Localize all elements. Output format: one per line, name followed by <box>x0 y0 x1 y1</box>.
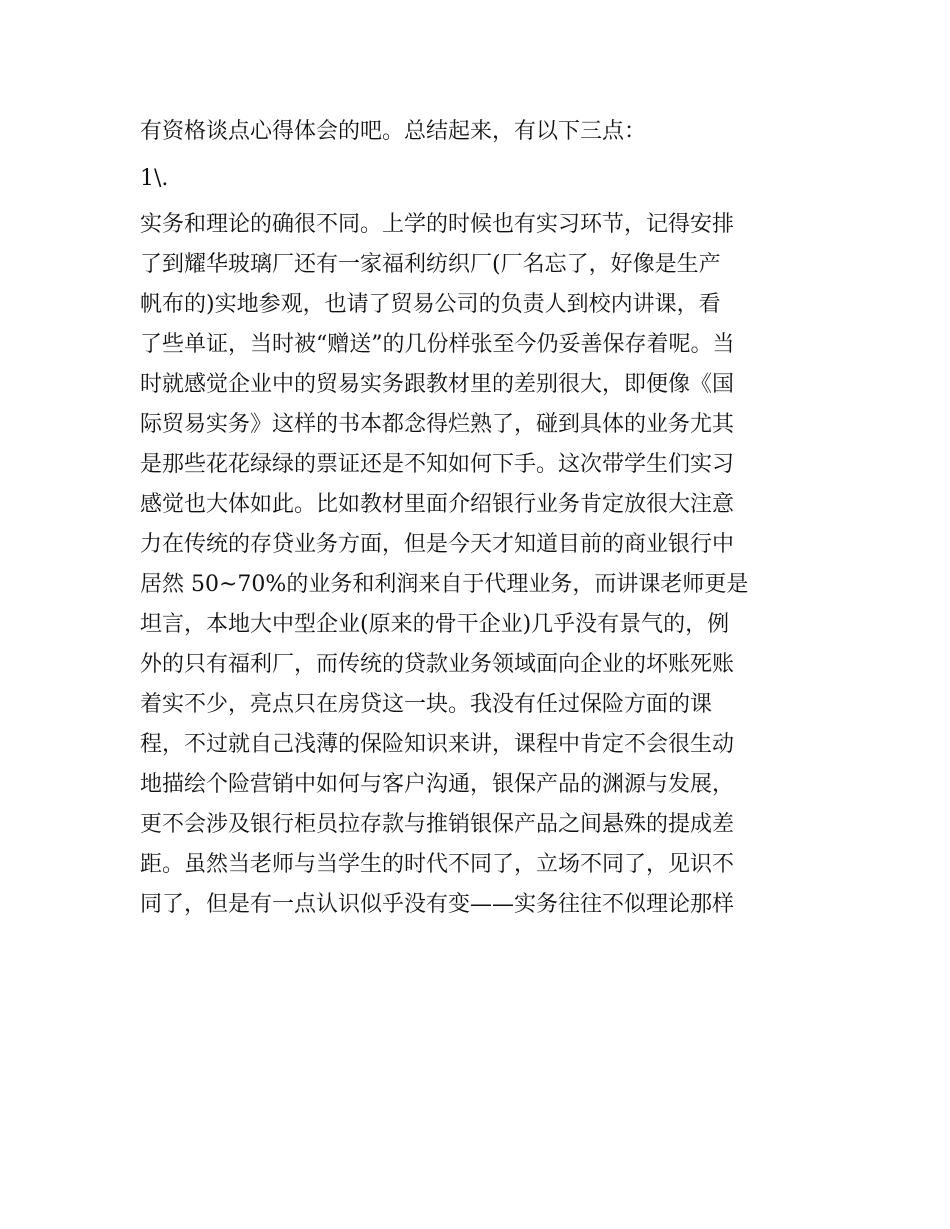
text-line: 地描绘个险营销中如何与客户沟通，银保产品的渊源与发展， <box>140 772 735 797</box>
list-number: 1\. <box>140 166 169 191</box>
text-line: 坦言，本地大中型企业(原来的骨干企业)几乎没有景气的，例 <box>140 612 730 637</box>
text-line: 更不会涉及银行柜员拉存款与推销银保产品之间悬殊的提成差 <box>140 812 735 837</box>
text-line: 力在传统的存贷业务方面，但是今天才知道目前的商业银行中 <box>140 532 735 557</box>
text-line: 时就感觉企业中的贸易实务跟教材里的差别很大，即便像《国 <box>140 372 735 397</box>
text-line: 有资格谈点心得体会的吧。总结起来，有以下三点： <box>140 119 647 144</box>
body-text <box>140 112 820 925</box>
text-line: 帆布的)实地参观，也请了贸易公司的负责人到校内讲课，看 <box>140 292 721 317</box>
text-line: 了到耀华玻璃厂还有一家福利纺织厂(厂名忘了，好像是生产 <box>140 252 721 277</box>
text-line: 实务和理论的确很不同。上学的时候也有实习环节，记得安排 <box>140 212 735 237</box>
text-line: 居然 50~70%的业务和利润来自于代理业务，而讲课老师更是 <box>140 572 749 597</box>
text-line: 际贸易实务》这样的书本都念得烂熟了，碰到具体的业务尤其 <box>140 412 735 437</box>
text-line: 同了，但是有一点认识似乎没有变——实务往往不似理论那样 <box>140 892 735 917</box>
text-line: 着实不少，亮点只在房贷这一块。我没有任过保险方面的课 <box>140 692 713 717</box>
text-line: 距。虽然当老师与当学生的时代不同了，立场不同了，见识不 <box>140 852 735 877</box>
text-line: 外的只有福利厂，而传统的贷款业务领域面向企业的坏账死账 <box>140 652 735 677</box>
text-line: 感觉也大体如此。比如教材里面介绍银行业务肯定放很大注意 <box>140 492 735 517</box>
text-line: 程，不过就自己浅薄的保险知识来讲，课程中肯定不会很生动 <box>140 732 735 757</box>
text-line: 是那些花花绿绿的票证还是不知如何下手。这次带学生们实习 <box>140 452 735 477</box>
text-line: 了些单证，当时被“赠送”的几份样张至今仍妥善保存着呢。当 <box>140 332 735 357</box>
